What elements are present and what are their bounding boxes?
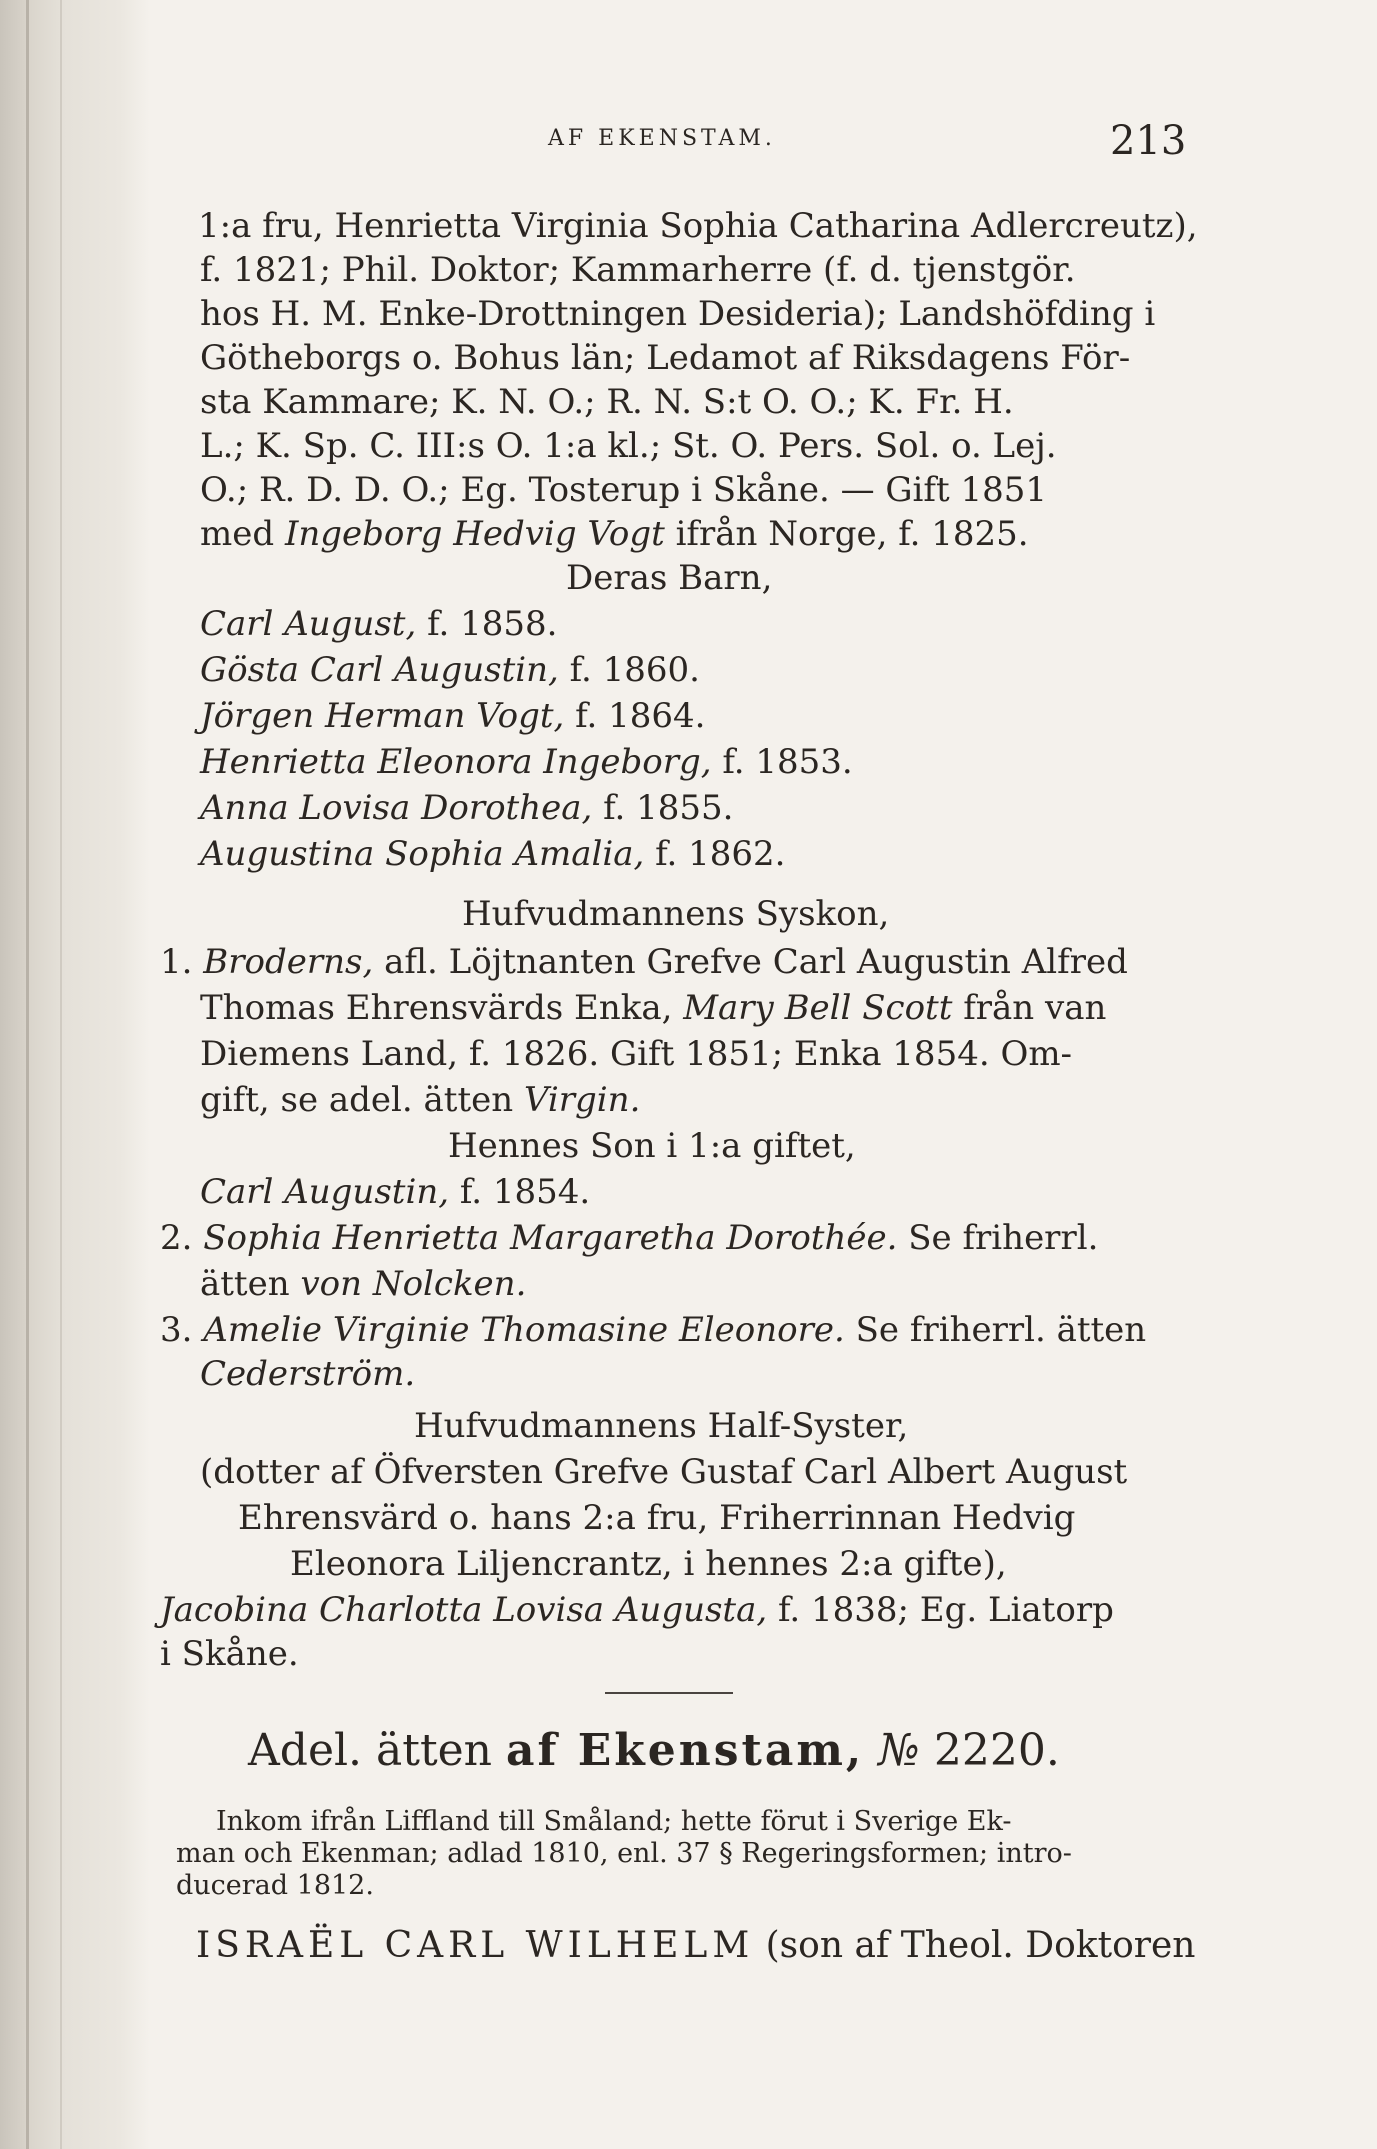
child-year: f. 1862. (655, 834, 786, 874)
section-number: 2220. (933, 1725, 1060, 1776)
half-sister-desc: (dotter af Öfversten Grefve Gustaf Carl Albert August (200, 1452, 1128, 1492)
section-intro-line: ducerad 1812. (176, 1870, 374, 1901)
sibling-entry-line (200, 1262, 526, 1306)
sibling-name: Sophia Henrietta Margaretha Dorothée. (203, 1218, 898, 1258)
sibling-entry-line (200, 986, 1106, 1030)
sibling-label: Broderns, (203, 942, 374, 982)
number-sign: № (878, 1725, 920, 1776)
sibling-number: 2. (160, 1218, 193, 1258)
child-year: f. 1858. (427, 604, 558, 644)
sibling-number: 3. (160, 1310, 193, 1350)
spouse-name: Ingeborg Hedvig Vogt (284, 514, 665, 554)
child-entry (200, 786, 733, 830)
entry-name: ISRAËL CARL WILHELM (196, 1925, 755, 1966)
half-sister-desc: Eleonora Liljencrantz, i hennes 2:a gifte), (290, 1544, 1007, 1584)
child-entry (200, 648, 700, 692)
entry-text: (son af Theol. Doktoren (765, 1925, 1196, 1966)
sibling-entry-line (200, 1078, 640, 1122)
sibling-text: gift, se adel. ätten (200, 1080, 514, 1120)
section-intro-line: Inkom ifrån Liffland till Småland; hette förut i Sverige Ek- (216, 1806, 1012, 1837)
half-sister-name: Jacobina Charlotta Lovisa Augusta, (160, 1590, 768, 1630)
paragraph-line: hos H. M. Enke-Drottningen Desideria); Landshöfding i (200, 294, 1156, 334)
section-divider (605, 1692, 733, 1694)
paragraph-line: L.; K. Sp. C. III:s O. 1:a kl.; St. O. Pers. Sol. o. Lej. (200, 426, 1057, 466)
section-family-name: af Ekenstam, (506, 1725, 865, 1776)
sibling-spouse-name: Mary Bell Scott (683, 988, 953, 1028)
child-year: f. 1864. (575, 696, 706, 736)
child-entry (200, 740, 853, 784)
sibling-text: afl. Löjtnanten Grefve Carl Augustin Alfred (384, 942, 1128, 982)
sibling-text: Se friherrl. ätten (855, 1310, 1147, 1350)
sibling-number: 1. (160, 942, 193, 982)
married-prefix: med (200, 514, 275, 554)
sibling-reference: von Nolcken. (300, 1264, 527, 1304)
page-number: 213 (1110, 118, 1187, 164)
child-name: Anna Lovisa Dorothea, (200, 788, 593, 828)
child-entry (200, 832, 785, 876)
child-year: f. 1855. (603, 788, 734, 828)
son-name: Carl Augustin, (200, 1172, 450, 1212)
paragraph-line: f. 1821; Phil. Doktor; Kammarherre (f. d. tjenstgör. (200, 250, 1076, 290)
child-year: f. 1860. (569, 650, 700, 690)
sibling-entry-line: Diemens Land, f. 1826. Gift 1851; Enka 1854. Om- (200, 1034, 1073, 1074)
sibling-text: från van (963, 988, 1107, 1028)
child-name: Gösta Carl Augustin, (200, 650, 559, 690)
child-name: Augustina Sophia Amalia, (200, 834, 645, 874)
child-name: Henrietta Eleonora Ingeborg, (200, 742, 712, 782)
son-year: f. 1854. (459, 1172, 591, 1212)
sibling-reference: Cederström. (200, 1354, 416, 1394)
paragraph-line: 1:a fru, Henrietta Virginia Sophia Catharina Adlercreutz), (198, 206, 1198, 246)
children-heading: Deras Barn, (566, 558, 773, 598)
spine-edge-inner (60, 0, 62, 2149)
paragraph-line: O.; R. D. D. O.; Eg. Tosterup i Skåne. — Gift 1851 (200, 470, 1048, 510)
sibling-reference: Virgin. (523, 1080, 641, 1120)
section-title-prefix: Adel. ätten (248, 1725, 492, 1776)
sibling-text: ätten (200, 1264, 290, 1304)
child-entry (200, 694, 705, 738)
son-heading: Hennes Son i 1:a giftet, (448, 1126, 856, 1166)
half-sister-desc: Ehrensvärd o. hans 2:a fru, Friherrinnan Hedvig (238, 1498, 1076, 1538)
section-intro-line: man och Ekenman; adlad 1810, enl. 37 § Regeringsformen; intro- (176, 1838, 1072, 1869)
book-spine (0, 0, 150, 2149)
paragraph-line: sta Kammare; K. N. O.; R. N. S:t O. O.; K. Fr. H. (200, 382, 1014, 422)
sibling-text: Thomas Ehrensvärds Enka, (200, 988, 673, 1028)
child-name: Carl August, (200, 604, 417, 644)
entry-first-line (196, 1925, 1195, 1966)
spine-edge (26, 0, 29, 2149)
child-entry (200, 602, 557, 646)
child-name: Jörgen Herman Vogt, (200, 696, 565, 736)
siblings-heading: Hufvudmannens Syskon, (462, 894, 890, 934)
half-sister-text: f. 1838; Eg. Liatorp (777, 1590, 1114, 1630)
son-entry (200, 1170, 590, 1214)
sibling-name: Amelie Virginie Thomasine Eleonore. (203, 1310, 845, 1350)
sibling-text: Se friherrl. (908, 1218, 1099, 1258)
married-line (200, 512, 1029, 556)
paragraph-line: Götheborgs o. Bohus län; Ledamot af Riksdagens För- (200, 338, 1131, 378)
child-year: f. 1853. (722, 742, 853, 782)
half-sister-entry-line: i Skåne. (160, 1634, 299, 1674)
section-title (248, 1725, 1060, 1776)
half-sister-entry (160, 1588, 1114, 1632)
sibling-entry (160, 1216, 1098, 1260)
married-suffix: ifrån Norge, f. 1825. (675, 514, 1029, 554)
half-sister-heading: Hufvudmannens Half-Syster, (414, 1406, 909, 1446)
sibling-entry (160, 1308, 1146, 1352)
sibling-entry (160, 940, 1128, 984)
running-title: AF EKENSTAM. (548, 126, 776, 151)
